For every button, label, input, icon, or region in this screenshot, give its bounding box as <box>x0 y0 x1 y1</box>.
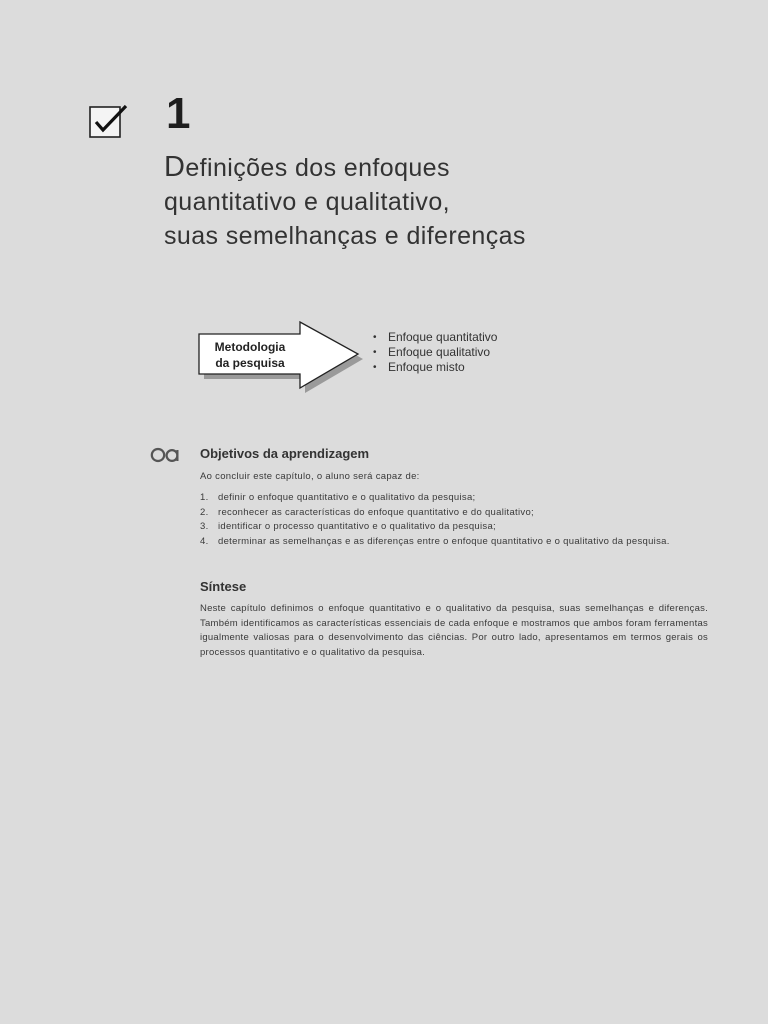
chapter-number: 1 <box>166 89 191 138</box>
diagram-label: Metodologia da pesquisa <box>214 340 286 370</box>
synthesis-paragraph: Neste capítulo definimos o enfoque quantitativo e o qualitativo da pesquisa, suas semelhanças e diferenças. Também identificamos as características essenciais de cada enfoque e mostramos que ambos foram ferramentas igualmente valiosas para o desenvolvimento das ciências. Por outro lado, apresentamos em termos gerais os processos quantitativo e o qualitativo da pesquisa. <box>200 603 708 658</box>
chapter-title-line-2: quantitativo e qualitativo, <box>164 188 450 216</box>
oa-icon <box>150 446 182 464</box>
list-item: 2. reconhecer as características do enfoque quantitativo e do qualitativo; <box>200 506 534 518</box>
list-item: 3. identificar o processo quantitativo e o qualitativo da pesquisa; <box>200 521 496 532</box>
list-item: • Enfoque quantitativo <box>372 330 497 345</box>
chapter-title <box>164 150 724 253</box>
objectives-heading: Objetivos da aprendizagem <box>200 446 370 461</box>
list-item: • Enfoque misto <box>372 360 497 375</box>
objectives-list <box>200 491 670 549</box>
list-item: 1. definir o enfoque quantitativo e o qualitativo da pesquisa; <box>200 492 476 503</box>
chapter-title-initial: D <box>164 151 186 183</box>
chapter-title-line-1: Definições dos enfoques <box>164 151 450 183</box>
checkbox-checked-icon <box>88 104 130 140</box>
synthesis-heading: Síntese <box>200 579 247 594</box>
methodology-diagram <box>196 318 366 394</box>
list-item: 4. determinar as semelhanças e as diferenças entre o enfoque quantitativo e o qualitativo da pesquisa. <box>200 535 670 547</box>
objectives-intro: Ao concluir este capítulo, o aluno será capaz de: <box>200 471 420 482</box>
chapter-title-line-3: suas semelhanças e diferenças <box>164 222 526 250</box>
list-item: • Enfoque qualitativo <box>372 345 497 360</box>
approach-list <box>372 330 497 375</box>
